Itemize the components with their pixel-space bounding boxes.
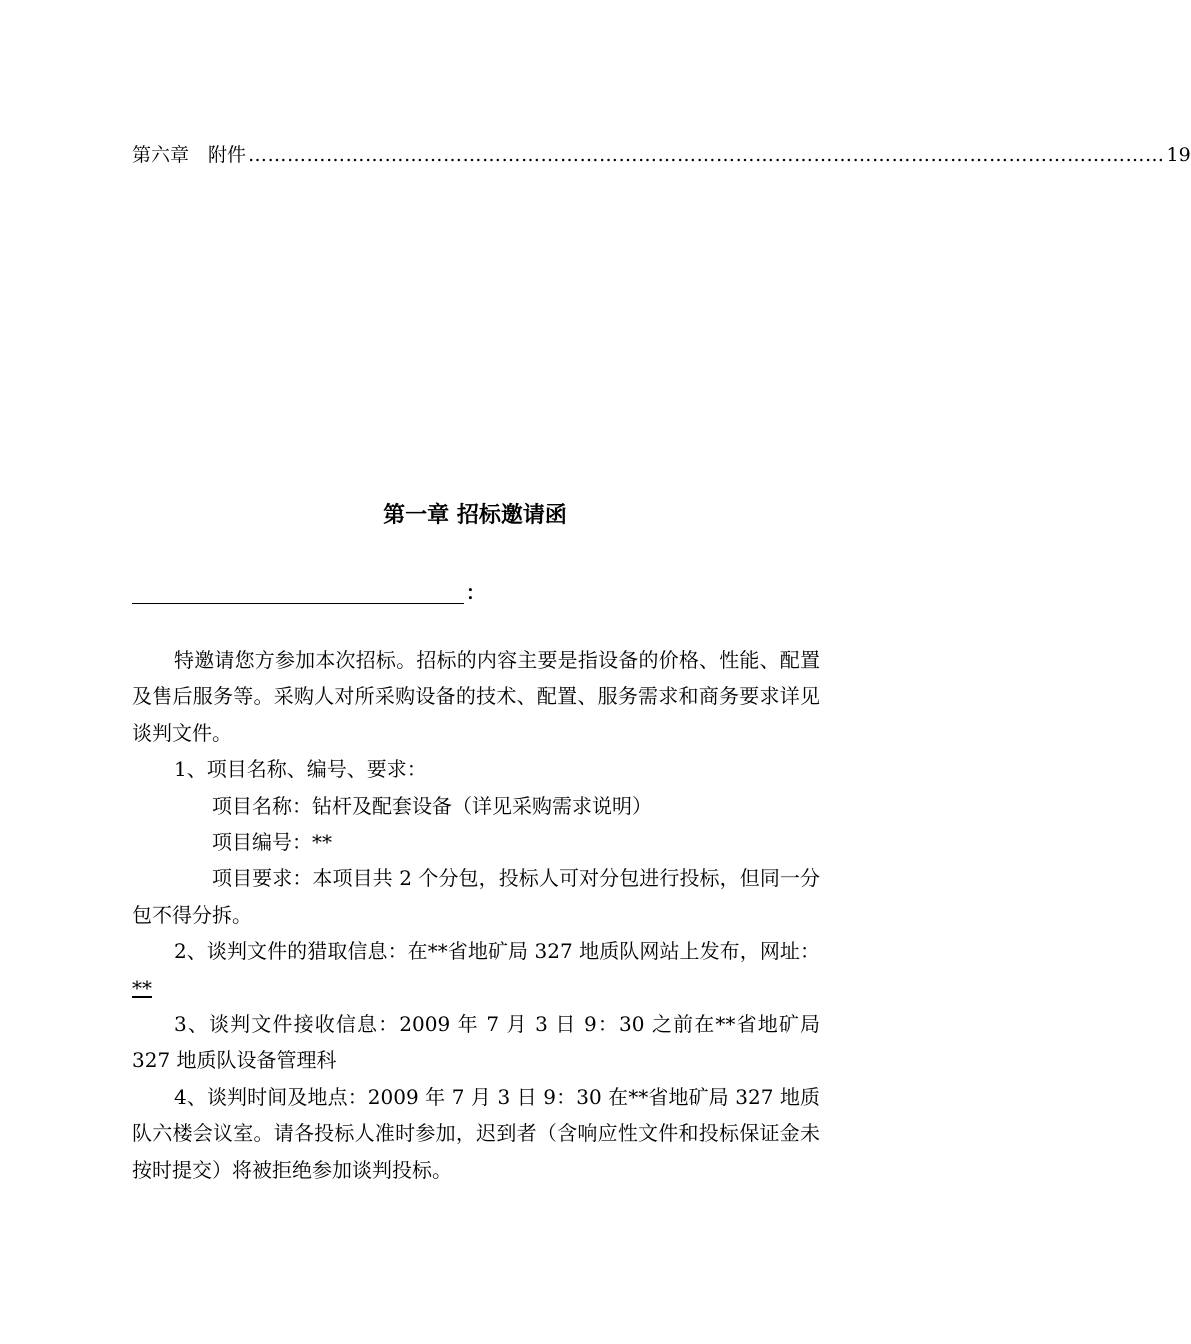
addressee-line: [132, 574, 485, 604]
item-2-text: 2、谈判文件的猎取信息：在**省地矿局 327 地质队网站上发布，网址：: [174, 939, 820, 964]
section-title: 第一章 招标邀请函: [383, 502, 567, 528]
item-2-url-link[interactable]: **: [132, 975, 152, 1000]
item-3-paragraph: 3、谈判文件接收信息：2009 年 7 月 3 日 9：30 之前在**省地矿局 327 地质队设备管理科: [132, 1012, 820, 1073]
toc-page-number: 19: [1166, 144, 1191, 166]
toc-leader-dots: ……………………………………………………………………………………………………………………………: [248, 144, 1165, 166]
item-1-project-number: 项目编号：**: [212, 830, 332, 855]
intro-paragraph: 特邀请您方参加本次招标。招标的内容主要是指设备的价格、性能、配置及售后服务等。采购人对所采购设备的技术、配置、服务需求和商务要求详见谈判文件。: [132, 648, 820, 745]
item-1-heading: 1、项目名称、编号、要求：: [174, 757, 427, 782]
addressee-blank: [132, 581, 464, 604]
addressee-colon: ：: [466, 582, 486, 604]
toc-entry-chapter-6[interactable]: [132, 138, 1191, 172]
invitation-body: [132, 642, 820, 1188]
item-4-paragraph: 4、谈判时间及地点：2009 年 7 月 3 日 9：30 在**省地矿局 327 地质队六楼会议室。请各投标人准时参加，迟到者（含响应性文件和投标保证金未按时提交）将被拒绝参加谈判投标。: [132, 1084, 820, 1182]
item-1-project-name: 项目名称：钻杆及配套设备（详见采购需求说明）: [212, 793, 652, 818]
item-1-project-requirement: 项目要求：本项目共 2 个分包，投标人可对分包进行投标，但同一分包不得分拆。: [132, 866, 820, 927]
item-2-paragraph: [132, 933, 820, 1006]
toc-chapter-label: 第六章 附件: [132, 144, 247, 166]
